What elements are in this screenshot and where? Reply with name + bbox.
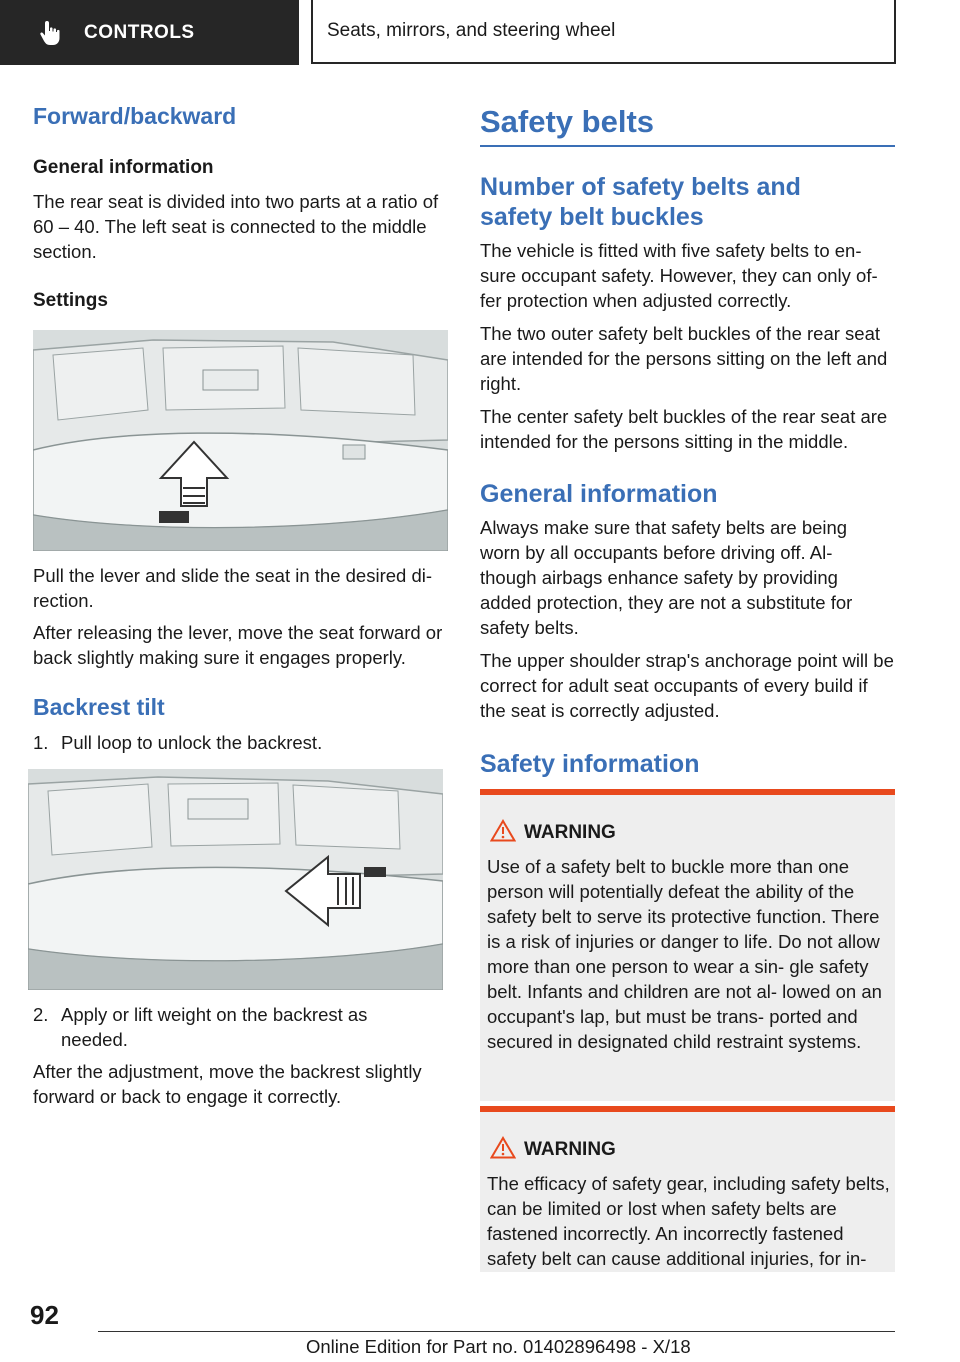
- warning-1-title: WARNING: [524, 822, 616, 843]
- backrest-tilt-heading: Backrest tilt: [33, 694, 165, 720]
- after-release-text: After releasing the lever, move the seat forward or back slightly making sure it engages properly.: [33, 622, 443, 668]
- after-adjustment-text: After the adjustment, move the backrest slightly forward or back to engage it correctly.: [33, 1061, 422, 1107]
- step-1-number: 1.: [33, 732, 49, 753]
- settings-subheading: Settings: [33, 290, 108, 311]
- pull-lever-text: Pull the lever and slide the seat in the desired di‐ rection.: [33, 565, 433, 611]
- warning-box-1: [480, 789, 895, 1101]
- warning-triangle-icon: [490, 1136, 516, 1164]
- general-information-text: The rear seat is divided into two parts at a ratio of 60 – 40. The left seat is connected to the middle section.: [33, 191, 439, 262]
- warning-box-2: [480, 1106, 895, 1272]
- safety-information-heading: Safety information: [480, 750, 700, 778]
- heading-rule: [480, 145, 895, 147]
- step-2-number: 2.: [33, 1004, 49, 1025]
- general-information-subheading: General information: [33, 157, 214, 178]
- footer-rule: [98, 1331, 895, 1332]
- number-of-belts-text-3: The center safety belt buckles of the rear seat are intended for the persons sitting in the middle.: [480, 406, 888, 452]
- backrest-loop-illustration: [28, 769, 443, 990]
- step-2-text: Apply or lift weight on the backrest as needed.: [61, 1004, 368, 1050]
- number-of-belts-text-2: The two outer safety belt buckles of the rear seat are intended for the persons sitting on the left and right.: [480, 323, 888, 394]
- warning-2-title: WARNING: [524, 1139, 616, 1160]
- warning-1-text: Use of a safety belt to buckle more than one person will potentially defeat the ability of the safety belt to serve its protective function. There is a risk of injuries or danger to life. Do not allow more than one person to wear a sin‐ gle safety belt. Infants and children are not al‐ lowed on an occupant's lap, but must be trans‐ ported and secured in designated child restraint systems.: [487, 856, 882, 1052]
- hand-pointer-icon: [38, 19, 66, 47]
- warning-triangle-icon: [490, 819, 516, 847]
- chapter-tab: [311, 0, 896, 64]
- section-title: CONTROLS: [84, 21, 195, 43]
- general-information-paragraph-2: The upper shoulder strap's anchorage point will be correct for adult seat occupants of every build if the seat is correctly adjusted.: [480, 650, 894, 721]
- number-of-belts-heading: Number of safety belts and safety belt buckles: [480, 173, 801, 231]
- forward-backward-heading: Forward/backward: [33, 103, 237, 129]
- rear-seat-lever-illustration: [33, 330, 448, 551]
- general-information-paragraph-1: Always make sure that safety belts are being worn by all occupants before driving off. Al‐ though airbags enhance safety by providing added protection, they are not a substitute for safety belts.: [480, 517, 853, 638]
- warning-2-text: The efficacy of safety gear, including safety belts, can be limited or lost when safety belts are fastened incorrectly. An incorrectly fastened safety belt can cause additional injuries, for in‐: [487, 1173, 890, 1269]
- chapter-title: Seats, mirrors, and steering wheel: [327, 20, 616, 41]
- number-of-belts-text-1: The vehicle is fitted with five safety belts to en‐ sure occupant safety. However, they can only of‐ fer protection when adjusted correctly.: [480, 240, 878, 311]
- page-number: 92: [30, 1300, 59, 1330]
- section-tab: [0, 0, 299, 65]
- step-1-text: Pull loop to unlock the backrest.: [61, 732, 323, 753]
- edition-footer: Online Edition for Part no. 01402896498 - X/18: [306, 1336, 691, 1357]
- general-information-heading: General information: [480, 480, 718, 508]
- safety-belts-heading: Safety belts: [480, 104, 655, 139]
